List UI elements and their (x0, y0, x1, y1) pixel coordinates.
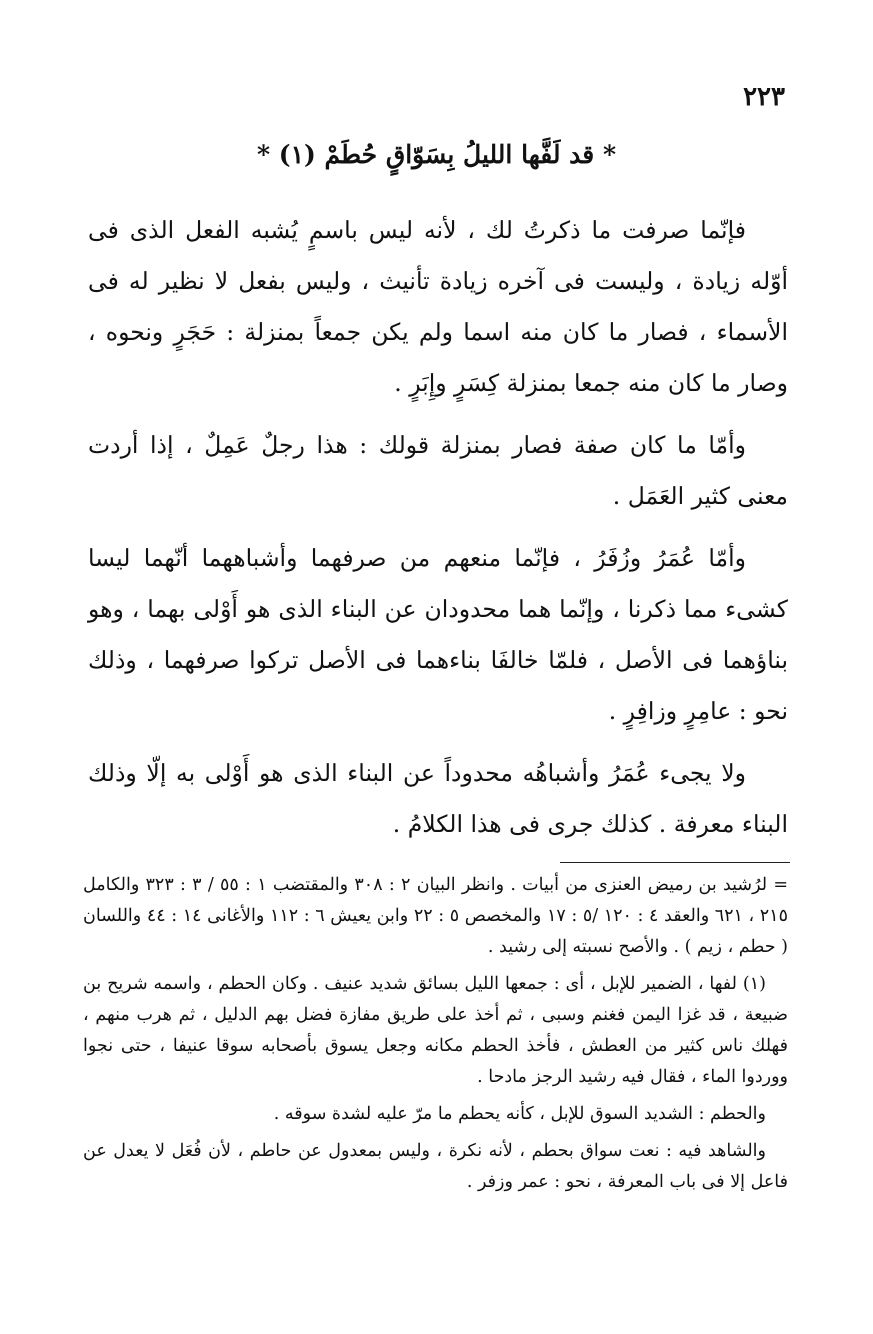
footnote: والحطم : الشديد السوق للإبل ، كأنه يحطم ما مرّ عليه لشدة سوقه . (273, 1104, 766, 1124)
footnote: (١) لفها ، الضمير للإبل ، أى : جمعها الليل بسائق شديد عنيف . وكان الحطم ، واسمه شريح بن ضبيعة ، قد غزا اليمن فغنم وسبى ، ثم أخذ على طريق مفازة فضل بهم الدليل ، ثم هرب منهم ، فهلك ناس كثير من العطش ، فأخذ الحطم مكانه وجعل يسوق بأصحابه سوقا عنيفا ، حتى نجوا ووردوا الماء ، فقال فيه رشيد الرجز مادحا . (83, 974, 788, 1087)
verse-line: * قد لَفَّها الليلُ بِسَوّاقٍ حُطَمْ (١) * (256, 140, 617, 169)
footnote: والشاهد فيه : نعت سواق بحطم ، لأنه نكرة ، وليس بمعدول عن حاطم ، لأن فُعَل لا يعدل عن فاعل إلا فى باب المعرفة ، نحو : عمر وزفر . (83, 1141, 788, 1192)
footnote-continuation: = لرُشيد بن رميض العنزى من أبيات . وانظر البيان ٢ : ٣٠٨ والمقتضب ١ : ٥٥ / ٣ : ٣٢٣ والكامل ٢١٥ ، ٦٢١ والعقد ٤ : ١٢٠ /٥ : ١٧ والمخصص ٥ : ٢٢ وابن يعيش ٦ : ١١٢ والأغانى ١٤ : ٤٤ واللسان ( حطم ، زيم ) . والأصح نسبته إلى رشيد . (83, 875, 788, 957)
page-number: ٢٢٣ (743, 82, 785, 112)
main-text (88, 205, 788, 861)
footnote-divider (560, 862, 790, 863)
footnotes (83, 870, 788, 1204)
paragraph: وأمّا عُمَرُ وزُفَرُ ، فإنّما منعهم من صرفهما وأشباههما أنّهما ليسا كشىء مما ذكرنا ، وإنّما هما محدودان عن البناء الذى هو أَوْلى بهما ، وهو بناؤهما فى الأصل ، فلمّا خالفَا بناءهما فى الأصل تركوا صرفهما ، وذلك نحو : عامِرٍ وزافِرٍ . (88, 544, 788, 725)
paragraph: فإنّما صرفت ما ذكرتُ لك ، لأنه ليس باسمٍ يُشبه الفعل الذى فى أوّله زيادة ، وليست فى آخره زيادة تأنيث ، وليس بفعل لا نظير له فى الأسماء ، فصار ما كان منه اسما ولم يكن جمعاً بمنزلة : حَجَرٍ ونحوه ، وصار ما كان منه جمعا بمنزلة كِسَرٍ وإِبَرٍ . (88, 216, 788, 397)
paragraph: ولا يجىء عُمَرُ وأشباهُه محدوداً عن البناء الذى هو أَوْلى به إلّا وذلك البناء معرفة . كذلك جرى فى هذا الكلامُ . (88, 759, 788, 838)
paragraph: وأمّا ما كان صفة فصار بمنزلة قولك : هذا رجلٌ عَمِلٌ ، إذا أردت معنى كثير العَمَل . (88, 431, 788, 510)
